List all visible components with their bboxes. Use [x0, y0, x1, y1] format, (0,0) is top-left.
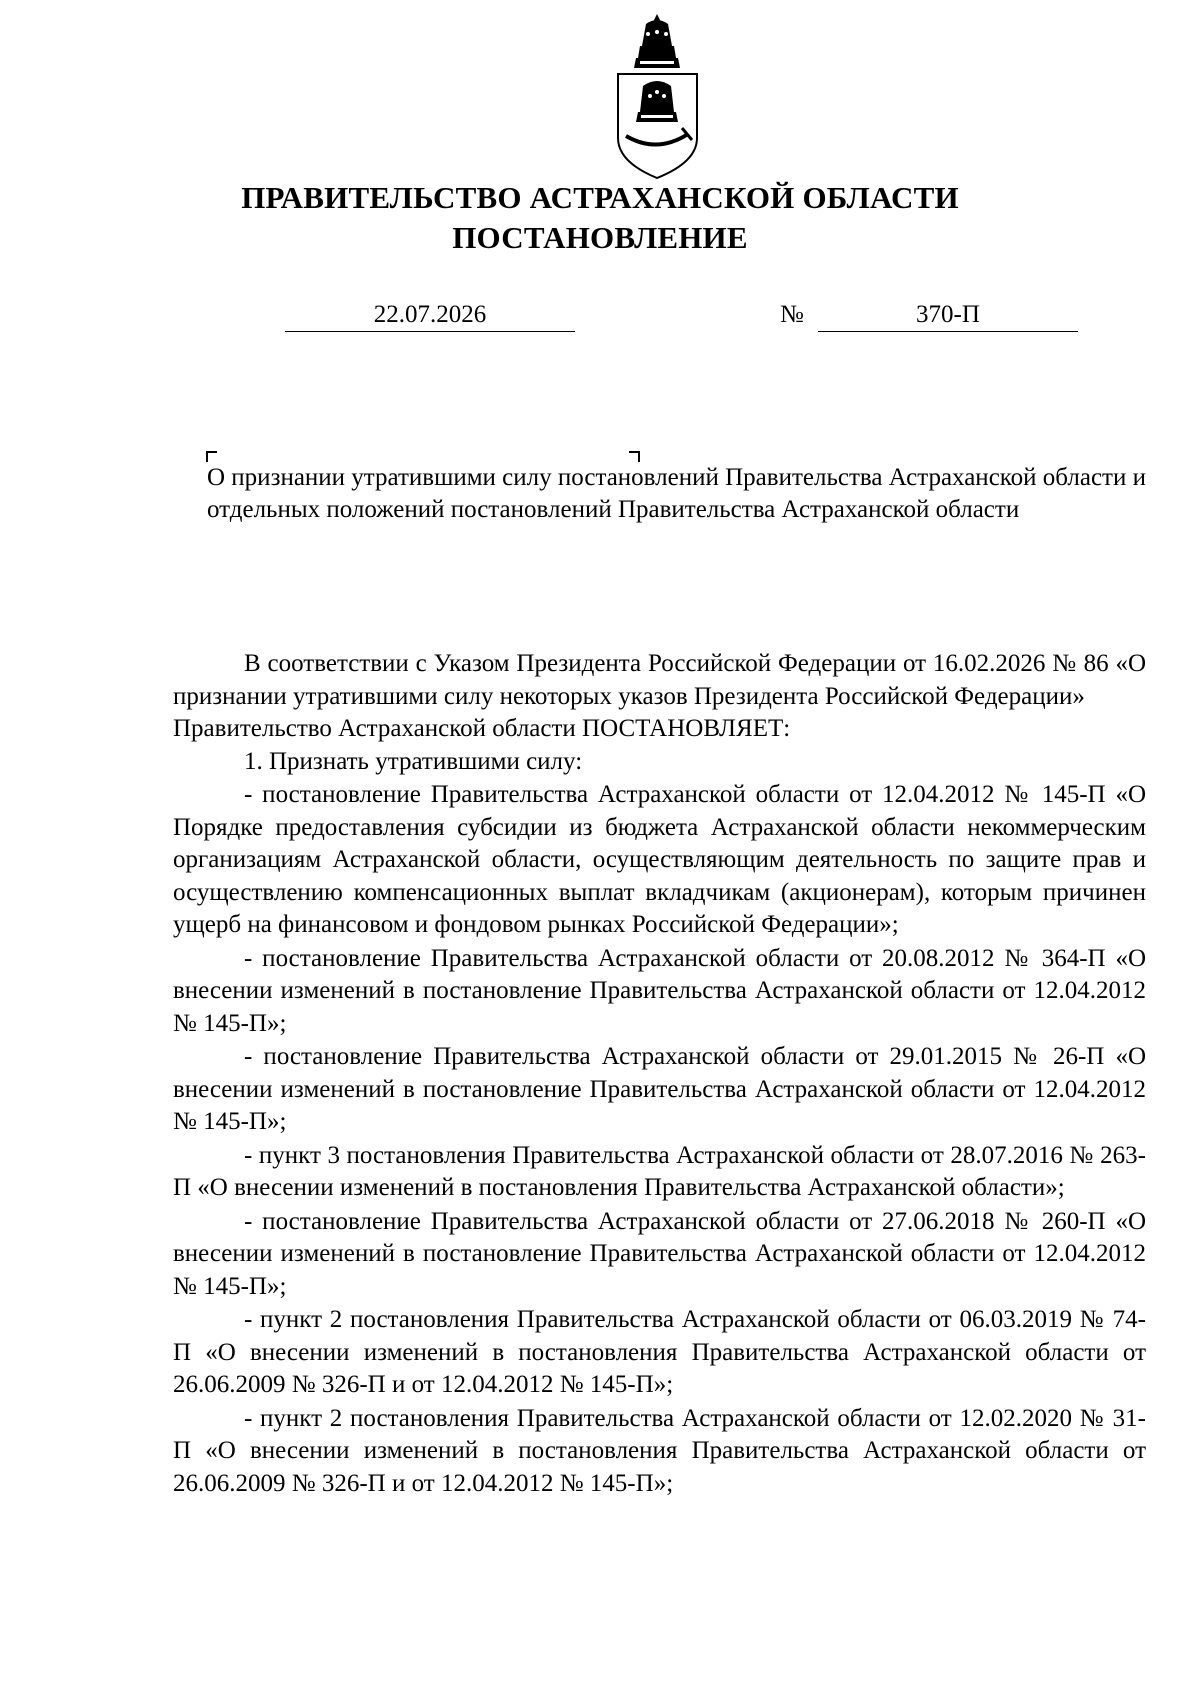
document-type: ПОСТАНОВЛЕНИЕ: [452, 220, 748, 255]
list-item: - постановление Правительства Астраханской области от 20.08.2012 № 364-П «О внесении изменений в постановление Правительства Астраханской области от 12.04.2012 № 145-П»;: [173, 944, 1146, 1037]
government-title: ПРАВИТЕЛЬСТВО АСТРАХАНСКОЙ ОБЛАСТИ: [241, 180, 959, 215]
document-number: 370-П: [818, 299, 1078, 332]
list-item: - пункт 3 постановления Правительства Астраханской области от 28.07.2016 № 263-П «О внесении изменений в постановления Правительства Астраханской области»;: [173, 1141, 1146, 1201]
preamble: В соответствии с Указом Президента Российской Федерации от 16.02.2026 № 86 «О признании утратившими силу некоторых указов Президента Российской Федерации»: [173, 650, 1146, 710]
document-title: О признании утратившими силу постановлений Правительства Астраханской области и отдельных положений постановлений Правительства Астраханской области: [207, 464, 1146, 523]
title-corner-right: [629, 451, 640, 462]
document-body: [173, 648, 1146, 1500]
title-corner-left: [206, 451, 217, 462]
resolution-line: Правительство Астраханской области ПОСТАНОВЛЯЕТ:: [173, 715, 791, 742]
document-date: 22.07.2026: [285, 299, 575, 332]
list-item: - постановление Правительства Астраханской области от 27.06.2018 № 260-П «О внесении изменений в постановление Правительства Астраханской области от 12.04.2012 № 145-П»;: [173, 1207, 1146, 1300]
list-item: - постановление Правительства Астраханской области от 29.01.2015 № 26-П «О внесении изменений в постановление Правительства Астраханской области от 12.04.2012 № 145-П»;: [173, 1043, 1146, 1135]
list-item: - пункт 2 постановления Правительства Астраханской области от 06.03.2019 № 74-П «О внесении изменений в постановления Правительства Астраханской области от 26.06.2009 № 326-П и от 12.04.2012 № 145-П»;: [173, 1306, 1146, 1398]
clause-1: 1. Признать утратившими силу:: [244, 747, 583, 775]
list-item: - пункт 2 постановления Правительства Астраханской области от 12.02.2020 № 31-П «О внесении изменений в постановления Правительства Астраханской области от 26.06.2009 № 326-П и от 12.04.2012 № 145-П»;: [173, 1404, 1146, 1497]
number-sign: №: [780, 301, 804, 328]
list-item: - постановление Правительства Астраханской области от 12.04.2012 № 145-П «О Порядке предоставления субсидии из бюджета Астраханской области некоммерческим организациям Астраханской области, осуществляющим деятельность по защите прав и осуществлению компенсационных выплат вкладчикам (акционерам), которым причинен ущерб на финансовом и фондовом рынках Российской Федерации»;: [173, 781, 1146, 938]
coat-of-arms-icon: [610, 12, 705, 182]
